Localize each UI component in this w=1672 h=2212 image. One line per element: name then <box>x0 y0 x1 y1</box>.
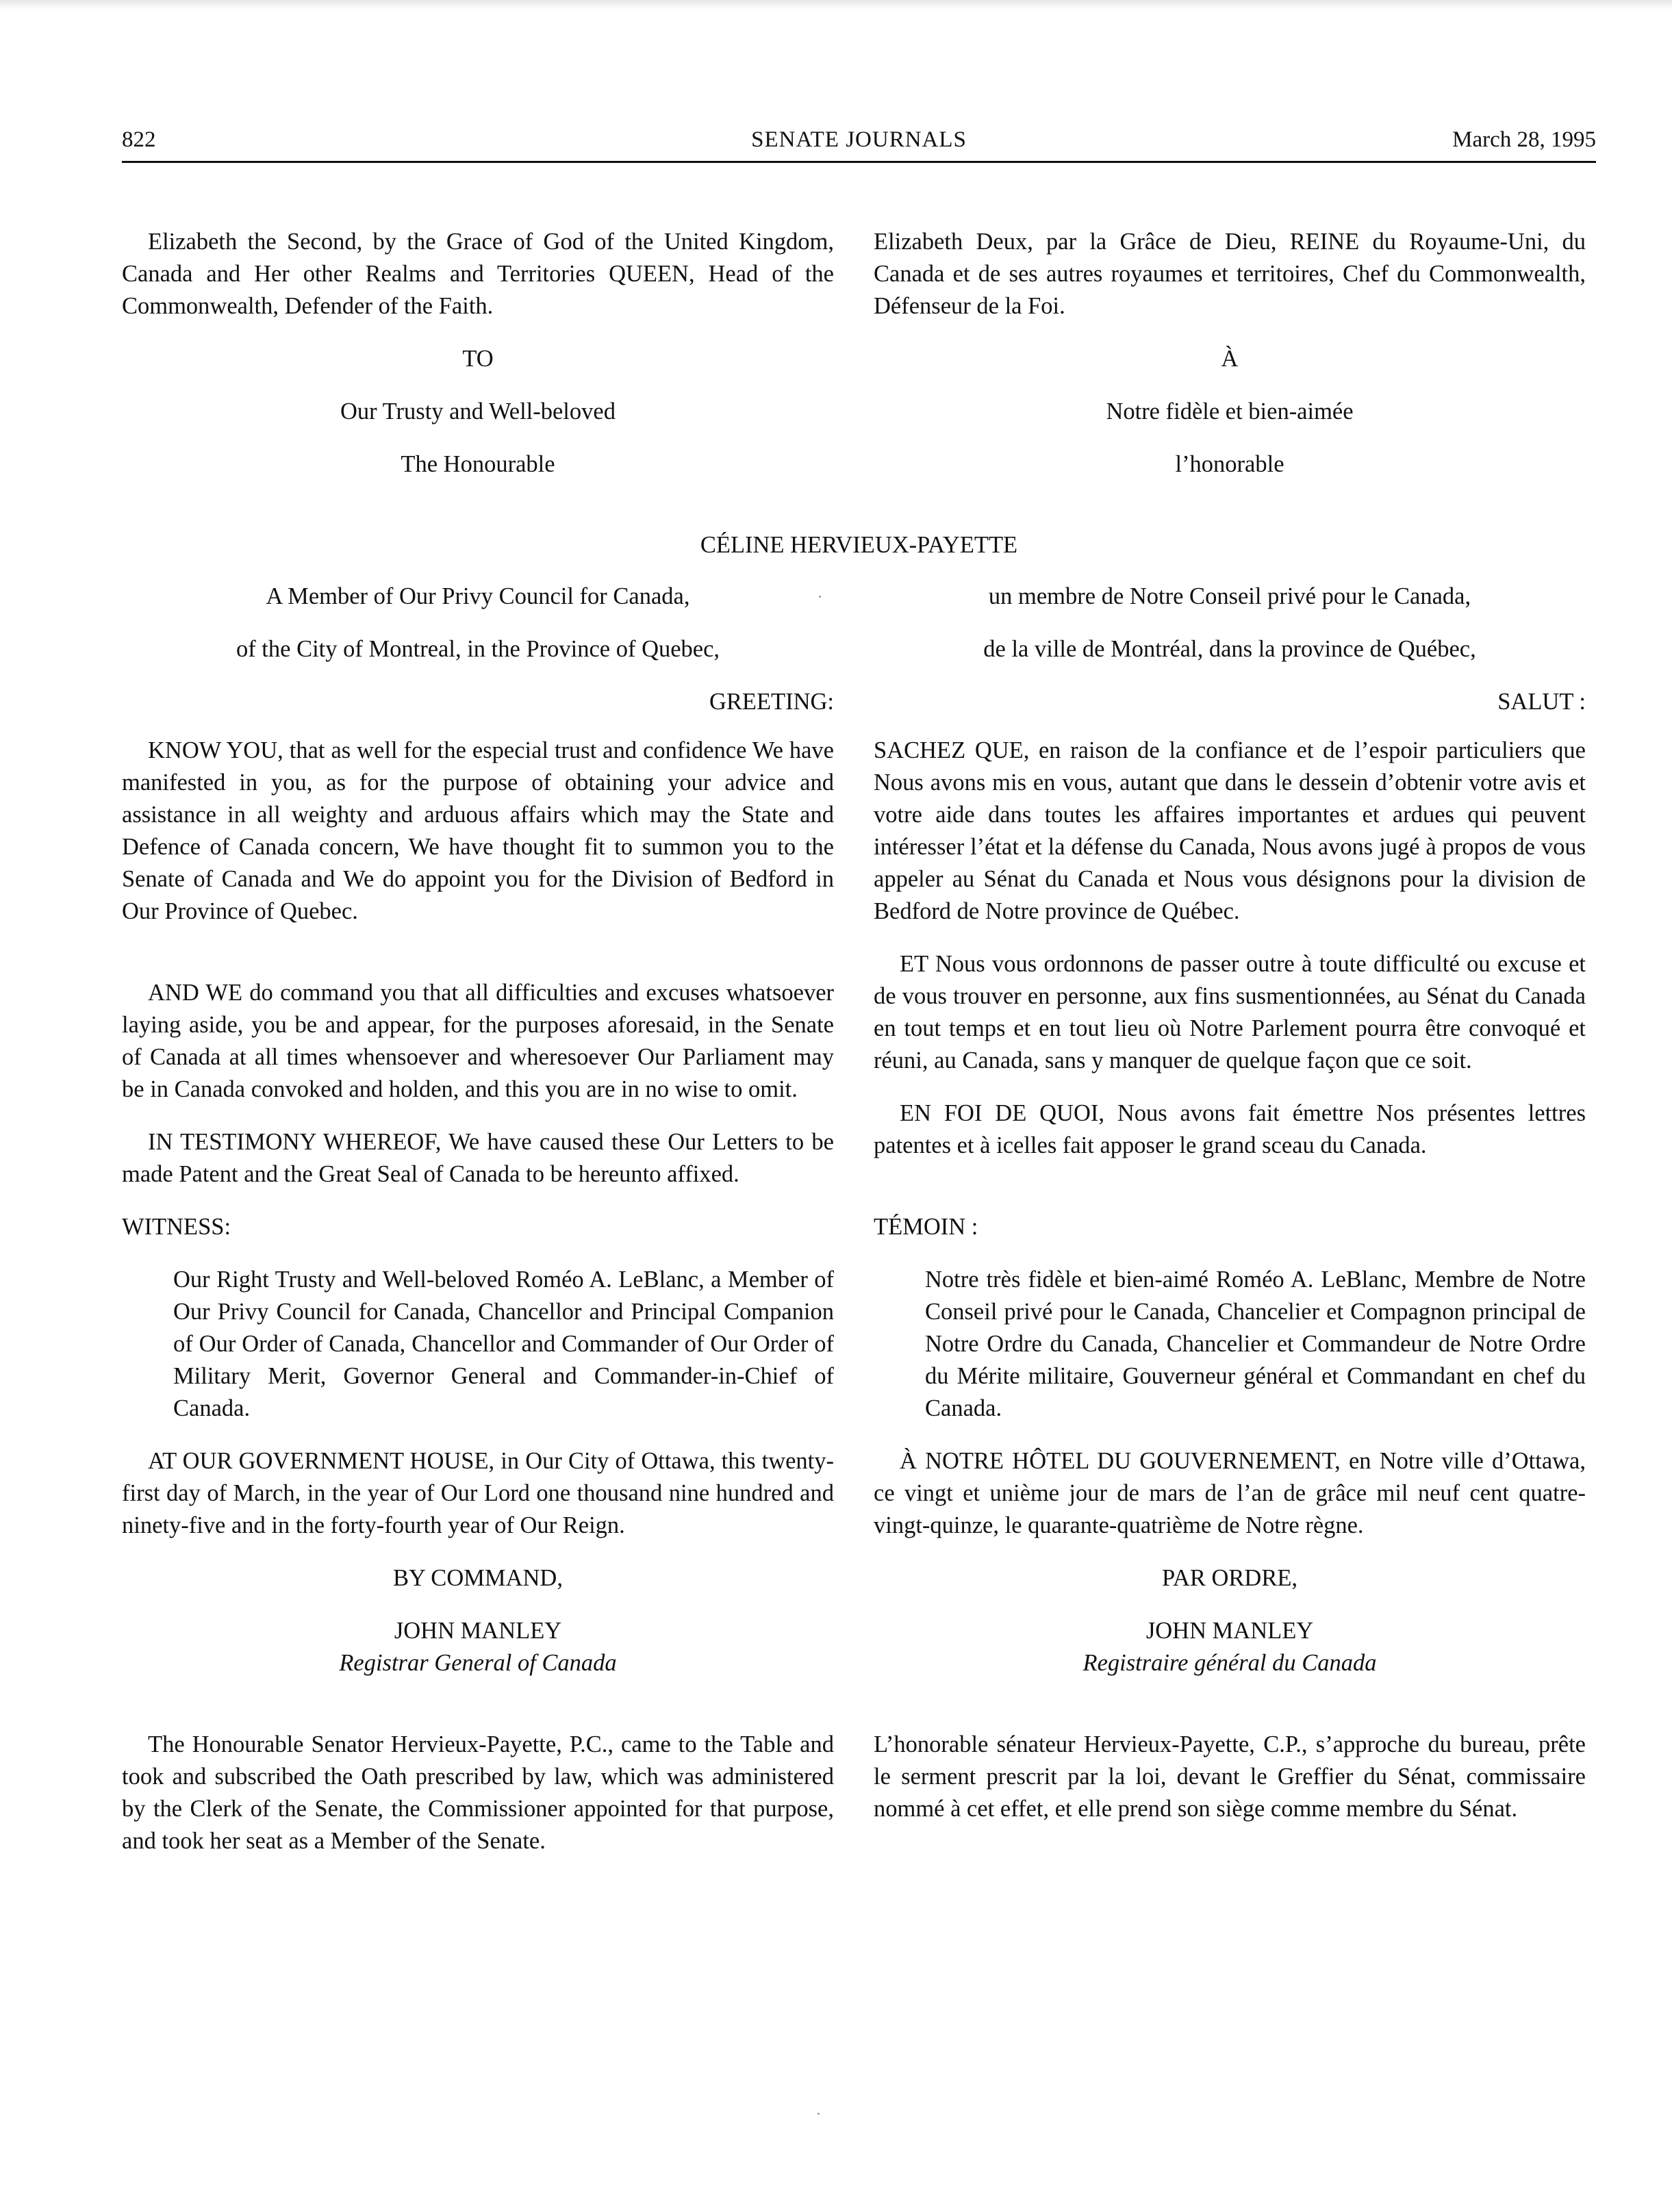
scan-speck <box>819 596 821 598</box>
to-line-fr: À <box>1221 346 1239 372</box>
honourable-line-fr: l’honorable <box>1175 451 1284 477</box>
know-you-paragraph: KNOW YOU, that as well for the especial trust and confidence We have manifested in you, as for the purpose of obtaining your advice and assistance in all weighty and arduous affairs which may the State and Defence of Canada concern, We have thought fit to summon you to the Senate of Canada and We do appoint you for the Division of Bedford in Our Province of Quebec. <box>122 737 834 924</box>
member-line: A Member of Our Privy Council for Canada, <box>266 583 690 609</box>
trusty-line-fr: Notre fidèle et bien-aimée <box>1106 398 1354 424</box>
testimony-paragraph-fr: EN FOI DE QUOI, Nous avons fait émettre Nos présentes lettres patentes et à icelles fait apposer le grand sceau du Canada. <box>874 1100 1586 1158</box>
english-column <box>122 226 834 1857</box>
intro-paragraph-fr: Elizabeth Deux, par la Grâce de Dieu, REINE du Royaume-Uni, du Canada et de ses autres royaumes et territoires, Chef du Commonwealth, Défenseur de la Foi. <box>874 229 1586 319</box>
scan-edge <box>0 0 1672 10</box>
testimony-paragraph: IN TESTIMONY WHEREOF, We have caused these Our Letters to be made Patent and the Great Seal of Canada to be hereunto affixed. <box>122 1129 834 1187</box>
signatory-name: JOHN MANLEY <box>394 1618 562 1644</box>
to-line: TO <box>462 346 494 372</box>
city-line-fr: de la ville de Montréal, dans la province de Québec, <box>983 636 1476 662</box>
page-number: 822 <box>122 127 156 152</box>
city-line: of the City of Montreal, in the Province of Quebec, <box>236 636 720 662</box>
greeting-line: GREETING: <box>709 689 834 715</box>
witness-label: WITNESS: <box>122 1214 231 1240</box>
header-rule <box>122 161 1596 163</box>
witness-text-fr: Notre très fidèle et bien-aimé Roméo A. LeBlanc, Membre de Notre Conseil privé pour le Canada, Chancelier et Compagnon principal de Notre Ordre du Canada, Chancelier et Commandeur de Notre Ordre du Mérite militaire, Gouverneur général et Commandant en chef du Canada. <box>925 1267 1586 1421</box>
command-paragraph: AND WE do command you that all difficulties and excuses whatsoever laying aside, you be and appear, for the purposes aforesaid, in the Senate of Canada at all times whensoever and wheresoever Our Parliament may be in Canada convoked and holden, and this you are in no wise to omit. <box>122 980 834 1102</box>
scan-speck <box>818 2113 820 2115</box>
intro-paragraph: Elizabeth the Second, by the Grace of God of the United Kingdom, Canada and Her other Realms and Territories QUEEN, Head of the Commonwealth, Defender of the Faith. <box>122 229 834 319</box>
government-house-paragraph: AT OUR GOVERNMENT HOUSE, in Our City of Ottawa, this twenty-first day of March, in the year of Our Lord one thousand nine hundred and ninety-five and in the forty-fourth year of Our Reign. <box>122 1448 834 1538</box>
witness-label-fr: TÉMOIN : <box>874 1214 978 1240</box>
honourable-line: The Honourable <box>401 451 555 477</box>
witness-text: Our Right Trusty and Well-beloved Roméo A. LeBlanc, a Member of Our Privy Council for Canada, Chancellor and Principal Companion of Our Order of Canada, Chancellor and Commander of Our Order of Military Merit, Governor General and Commander-in-Chief of Canada. <box>173 1267 834 1421</box>
know-you-paragraph-fr: SACHEZ QUE, en raison de la confiance et de l’espoir particuliers que Nous avons mis en vous, autant que dans le dessein d’obtenir votre avis et votre aide dans toutes les affaires importantes et ardues qui peuvent intéresser l’état et la défense du Canada, Nous avons jugé à propos de vous appeler au Sénat du Canada et Nous vous désignons pour la division de Bedford de Notre province de Québec. <box>874 737 1586 924</box>
government-house-paragraph-fr: À NOTRE HÔTEL DU GOUVERNEMENT, en Notre ville d’Ottawa, ce vingt et unième jour de mars de l’an de grâce mil neuf cent quatre-vingt-quinze, le quarante-quatrième de Notre règne. <box>874 1448 1586 1538</box>
member-line-fr: un membre de Notre Conseil privé pour le Canada, <box>988 583 1471 609</box>
french-column <box>874 226 1586 1825</box>
command-paragraph-fr: ET Nous vous ordonnons de passer outre à toute difficulté ou excuse et de vous trouver en personne, aux fins susmentionnées, au Sénat du Canada en tout temps et en tout lieu où Notre Parlement pourra être convoqué et réuni, au Canada, sans y manquer de quelque façon que ce soit. <box>874 951 1586 1073</box>
appointee-name: CÉLINE HERVIEUX-PAYETTE <box>700 532 1018 558</box>
signatory-title-fr: Registraire général du Canada <box>1082 1650 1377 1676</box>
greeting-line-fr: SALUT : <box>1497 689 1586 715</box>
trusty-line: Our Trusty and Well-beloved <box>340 398 616 424</box>
closing-paragraph-fr: L’honorable sénateur Hervieux-Payette, C.P., s’approche du bureau, prête le serment prescrit par la loi, devant le Greffier du Sénat, commissaire nommé à cet effet, et elle prend son siège comme membre du Sénat. <box>874 1731 1586 1822</box>
by-command-line: BY COMMAND, <box>393 1565 563 1591</box>
by-command-line-fr: PAR ORDRE, <box>1161 1565 1298 1591</box>
page-header <box>122 122 1596 162</box>
journal-date: March 28, 1995 <box>1452 127 1596 152</box>
signatory-name-fr: JOHN MANLEY <box>1145 1618 1314 1644</box>
closing-paragraph: The Honourable Senator Hervieux-Payette, P.C., came to the Table and took and subscribed the Oath prescribed by law, which was administered by the Clerk of the Senate, the Commissioner appointed for that purpose, and took her seat as a Member of the Senate. <box>122 1731 834 1854</box>
journal-title: SENATE JOURNALS <box>751 127 967 152</box>
signatory-title: Registrar General of Canada <box>339 1650 617 1676</box>
